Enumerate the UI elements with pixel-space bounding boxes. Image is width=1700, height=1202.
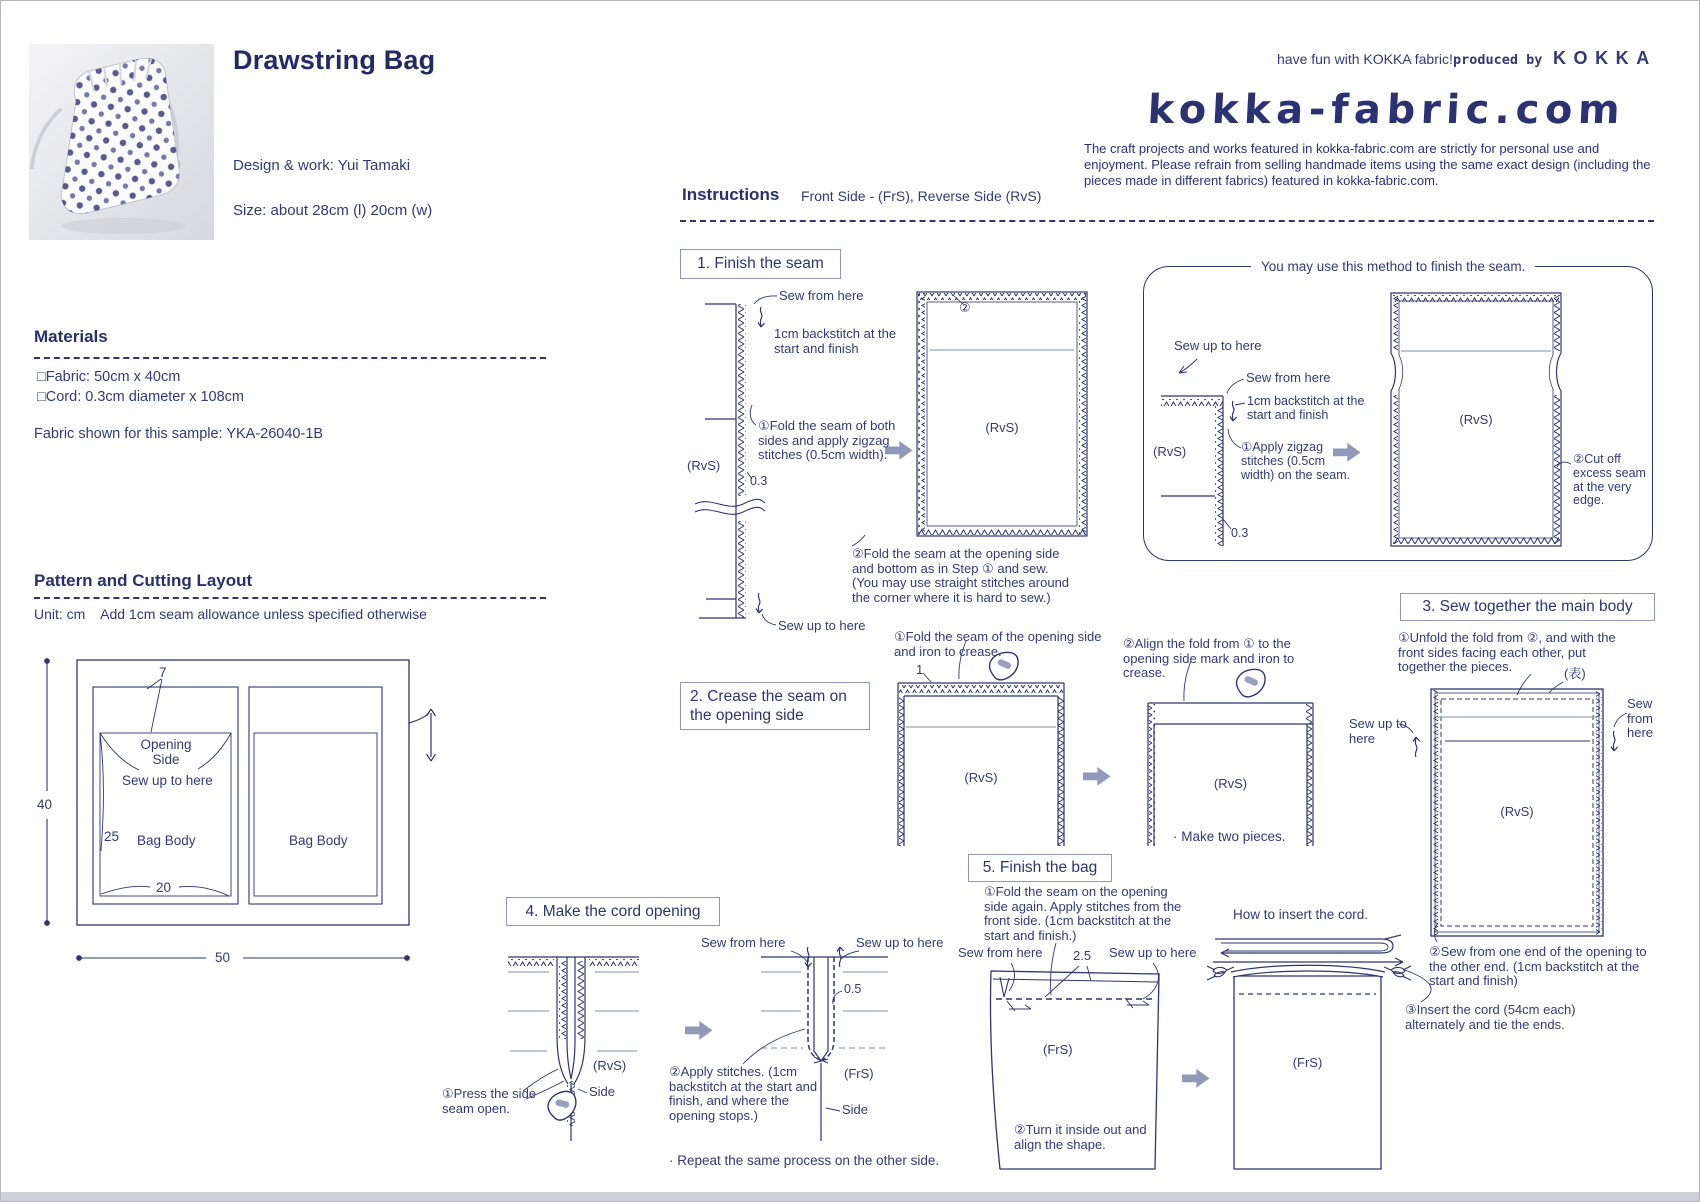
materials-rule <box>34 357 546 359</box>
alt-sew-up-label: Sew up to here <box>1174 338 1262 353</box>
dim-label-20: 20 <box>156 880 172 895</box>
dim-label-7: 7 <box>159 665 167 680</box>
step1-backstitch-label: 1cm backstitch at the start and finish <box>774 326 897 356</box>
step1-rvs-label: (RvS) <box>687 458 721 473</box>
step1-title-box <box>680 249 841 279</box>
checkbox-icon: □ <box>37 369 46 385</box>
instructions-rule <box>680 220 1654 222</box>
step4-rvs-label: (RvS) <box>593 1058 627 1073</box>
step4-sew-up-label: Sew up to here <box>856 935 944 950</box>
step2-note: · Make two pieces. <box>1173 829 1286 844</box>
dim-label-50: 50 <box>215 950 231 965</box>
alt-method-title: You may use this method to finish the seam. <box>1251 259 1535 274</box>
opening-side-label: Opening Side <box>140 737 192 768</box>
step5-fold-note: ①Fold the seam on the opening side again. Apply stitches from the front side. (1cm backstitch at the start and finish.) <box>984 884 1182 944</box>
step2-fold-note: ①Fold the seam of the opening side and iron to crease. <box>894 629 1102 659</box>
arrow-step5 <box>1182 1069 1210 1088</box>
step3-omote-label: (表) <box>1564 666 1586 681</box>
materials-fabric-note: Fabric shown for this sample: YKA-26040-1B <box>34 426 324 442</box>
step3-rvs-label: (RvS) <box>1500 804 1534 819</box>
design-credit: Design & work: Yui Tamaki <box>233 157 411 174</box>
step3-sew-note: ②Sew from one end of the opening to the other end. (1cm backstitch at the start and finish) <box>1429 944 1647 989</box>
step5-title: 5. Finish the bag <box>982 859 1098 877</box>
alt-sew-from-label: Sew from here <box>1246 370 1331 385</box>
dim-label-25: 25 <box>104 829 120 844</box>
finished-size: Size: about 28cm (l) 20cm (w) <box>233 202 433 219</box>
alt-cut-note: ②Cut off excess seam at the very edge. <box>1573 452 1646 508</box>
pattern-unit-note: Unit: cm Add 1cm seam allowance unless specified otherwise <box>34 606 427 622</box>
step5-sew-from-label: Sew from here <box>958 945 1043 960</box>
bag-body-label: Bag Body <box>289 833 348 848</box>
step1-title: 1. Finish the seam <box>697 255 824 273</box>
alt-rvs2-label: (RvS) <box>1459 412 1493 427</box>
step5-title-box <box>968 854 1112 882</box>
step4-stitch-note: ②Apply stitches. (1cm backstitch at the start and finish, and where the opening stops.) <box>669 1064 818 1124</box>
step5-sew-up-label: Sew up to here <box>1109 945 1197 960</box>
step1-mark2: ② <box>959 300 971 315</box>
step1-sew-from-label: Sew from here <box>779 288 864 303</box>
step4-side2-label: Side <box>842 1102 869 1117</box>
step2-align-note: ②Align the fold from ① to the opening side mark and iron to crease. <box>1123 636 1295 681</box>
step2-title-box <box>680 682 870 730</box>
footer-bar <box>1 1192 1700 1202</box>
step4-title: 4. Make the cord opening <box>525 902 701 920</box>
step4-title-box <box>506 897 720 926</box>
step5-25-label: 2.5 <box>1073 948 1092 963</box>
materials-item <box>37 389 244 405</box>
materials-item-label: Fabric: 50cm x 40cm <box>45 369 181 385</box>
step3-unfold-note: ①Unfold the fold from ②, and with the front sides facing each other, put together the pieces. <box>1398 630 1616 675</box>
dim-50 <box>77 956 410 961</box>
dim-label-40: 40 <box>37 797 53 812</box>
step4-side-label: Side <box>589 1084 616 1099</box>
pattern-heading: Pattern and Cutting Layout <box>34 571 253 590</box>
step4-press-note: ①Press the side seam open. <box>442 1086 537 1116</box>
step5-turn-note: ②Turn it inside out and align the shape. <box>1014 1122 1147 1152</box>
bag-body-label: Bag Body <box>137 833 196 848</box>
step4-sew-from-label: Sew from here <box>701 935 786 950</box>
step4-05-label: 0.5 <box>844 982 862 996</box>
step5-frs2-label: (FrS) <box>1292 1055 1323 1070</box>
instructions-heading: Instructions <box>682 185 780 204</box>
step2-1-label: 1 <box>916 662 924 677</box>
cord-diagram <box>1213 935 1403 966</box>
step1-rvs2-label: (RvS) <box>985 420 1019 435</box>
grain-arrow-icon <box>409 709 436 761</box>
sew-up-label-pattern: Sew up to here <box>122 773 213 788</box>
step4-note: · Repeat the same process on the other side. <box>669 1153 940 1168</box>
step1-03-label: 0.3 <box>750 474 768 488</box>
checkbox-icon: □ <box>37 389 46 405</box>
materials-heading: Materials <box>34 327 108 346</box>
brand-producer: KOKKA <box>1553 48 1657 68</box>
brand-disclaimer: The craft projects and works featured in kokka-fabric.com are strictly for personal use and enjoyment. Please refrain from selling handmade items using the same exact design (including the pieces made in different fabrics) featured in kokka-fabric.com. <box>1084 141 1651 188</box>
step5-frs-label: (FrS) <box>1043 1042 1073 1057</box>
step3-sew-from-label: Sew from here <box>1627 696 1654 741</box>
arrow-step4 <box>685 1021 713 1040</box>
step3-title: 3. Sew together the main body <box>1422 598 1633 616</box>
step4-frs-label: (FrS) <box>844 1066 874 1081</box>
step2-rvs2-label: (RvS) <box>1213 776 1248 791</box>
step3-sew-up-label: Sew up to here <box>1349 716 1407 746</box>
materials-item-label: Cord: 0.3cm diameter x 108cm <box>45 389 245 405</box>
pattern-rule <box>34 597 546 599</box>
step1-fold2-note: ②Fold the seam at the opening side and bottom as in Step ① and sew. (You may use straight stitches around the corner where it is hard to sew.) <box>852 546 1070 606</box>
step2-rvs-label: (RvS) <box>964 770 998 785</box>
page-title: Drawstring Bag <box>233 45 436 75</box>
dim-40 <box>45 659 50 926</box>
cutting-layout-diagram <box>45 659 436 961</box>
alt-backstitch-label: 1cm backstitch at the start and finish <box>1247 394 1365 422</box>
step3-title-box <box>1400 593 1655 621</box>
step1-fold-note: ①Fold the seam of both sides and apply zigzag stitches (0.5cm width). <box>758 418 896 463</box>
step3-insert-note: ③Insert the cord (54cm each) alternately and tie the ends. <box>1405 1002 1576 1032</box>
bag-photo <box>29 44 214 240</box>
step2-diagram-2 <box>1148 661 1313 846</box>
brand-produced-by: produced by <box>1453 52 1543 68</box>
instructions-legend: Front Side - (FrS), Reverse Side (RvS) <box>801 188 1042 204</box>
materials-item <box>37 369 180 385</box>
arrow-step2 <box>1083 767 1111 786</box>
step1-sew-up-label: Sew up to here <box>778 618 866 633</box>
alt-zigzag-note: ①Apply zigzag stitches (0.5cm width) on the seam. <box>1241 440 1351 482</box>
brand-logo: kokka-fabric.com <box>1146 87 1627 133</box>
step2-title: 2. Crease the seam on the opening side <box>690 687 847 724</box>
cord-title: How to insert the cord. <box>1233 907 1369 922</box>
alt-rvs-label: (RvS) <box>1153 444 1187 459</box>
alt-03-label: 0.3 <box>1231 526 1249 540</box>
brand-tagline: have fun with KOKKA fabric! <box>1277 51 1453 67</box>
